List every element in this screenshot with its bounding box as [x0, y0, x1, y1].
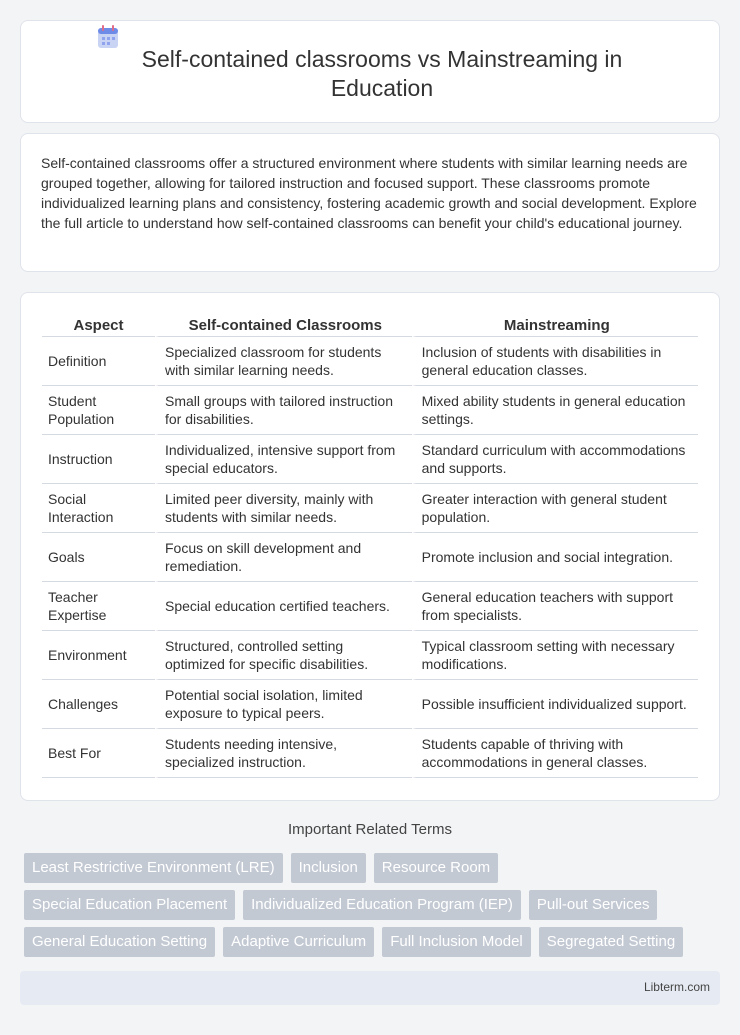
row-self-contained: Structured, controlled setting optimized for specific disabilities.	[155, 631, 412, 680]
row-aspect: Student Population	[42, 386, 155, 435]
tag-lre[interactable]: Least Restrictive Environment (LRE)	[24, 853, 283, 883]
tag-pull-out-services[interactable]: Pull-out Services	[529, 890, 658, 920]
tag-iep[interactable]: Individualized Education Program (IEP)	[243, 890, 521, 920]
tag-row	[24, 890, 720, 920]
row-aspect: Goals	[42, 533, 155, 582]
table-row	[42, 729, 698, 778]
table-row	[42, 631, 698, 680]
table-row	[42, 435, 698, 484]
tag-segregated-setting[interactable]: Segregated Setting	[539, 927, 683, 957]
tag-row	[24, 853, 720, 883]
tag-adaptive-curriculum[interactable]: Adaptive Curriculum	[223, 927, 374, 957]
column-header-aspect: Aspect	[42, 315, 155, 337]
row-aspect: Environment	[42, 631, 155, 680]
tag-inclusion[interactable]: Inclusion	[291, 853, 366, 883]
row-self-contained: Individualized, intensive support from special educators.	[155, 435, 412, 484]
table-header-row	[42, 315, 698, 337]
footer-site-link[interactable]: Libterm.com	[643, 980, 710, 994]
intro-paragraph: Self-contained classrooms offer a structured environment where students with similar learning needs are grouped together, allowing for tailored instruction and focused support. These classrooms promote individualized learning plans and consistency, fostering academic growth and social development. Explore the full article to understand how self-contained classrooms can benefit your child's educational journey.	[41, 155, 697, 231]
row-self-contained: Special education certified teachers.	[155, 582, 412, 631]
row-self-contained: Limited peer diversity, mainly with students with similar needs.	[155, 484, 412, 533]
tag-resource-room[interactable]: Resource Room	[374, 853, 498, 883]
table-row	[42, 386, 698, 435]
table-row	[42, 680, 698, 729]
column-header-mainstreaming: Mainstreaming	[412, 315, 698, 337]
row-self-contained: Specialized classroom for students with similar learning needs.	[155, 337, 412, 386]
row-self-contained: Focus on skill development and remediation.	[155, 533, 412, 582]
row-mainstreaming: Students capable of thriving with accommodations in general classes.	[412, 729, 698, 778]
row-mainstreaming: General education teachers with support from specialists.	[412, 582, 698, 631]
row-aspect: Challenges	[42, 680, 155, 729]
row-aspect: Social Interaction	[42, 484, 155, 533]
related-terms-title: Important Related Terms	[288, 821, 452, 838]
tag-row	[24, 927, 720, 957]
table-row	[42, 533, 698, 582]
row-self-contained: Small groups with tailored instruction for disabilities.	[155, 386, 412, 435]
row-mainstreaming: Inclusion of students with disabilities in general education classes.	[412, 337, 698, 386]
intro-card	[20, 133, 720, 272]
row-aspect: Definition	[42, 337, 155, 386]
row-mainstreaming: Mixed ability students in general education settings.	[412, 386, 698, 435]
row-mainstreaming: Standard curriculum with accommodations and supports.	[412, 435, 698, 484]
row-self-contained: Students needing intensive, specialized instruction.	[155, 729, 412, 778]
comparison-table	[42, 315, 698, 778]
page-title: Self-contained classrooms vs Mainstreaming in Education	[141, 46, 623, 101]
column-header-self-contained: Self-contained Classrooms	[155, 315, 412, 337]
row-mainstreaming: Greater interaction with general student population.	[412, 484, 698, 533]
table-row	[42, 484, 698, 533]
row-mainstreaming: Promote inclusion and social integration.	[412, 533, 698, 582]
table-row	[42, 582, 698, 631]
footer	[20, 971, 720, 1005]
row-mainstreaming: Typical classroom setting with necessary modifications.	[412, 631, 698, 680]
comparison-card	[20, 292, 720, 801]
tag-general-education-setting[interactable]: General Education Setting	[24, 927, 215, 957]
row-aspect: Teacher Expertise	[42, 582, 155, 631]
row-aspect: Best For	[42, 729, 155, 778]
row-self-contained: Potential social isolation, limited exposure to typical peers.	[155, 680, 412, 729]
row-mainstreaming: Possible insufficient individualized support.	[412, 680, 698, 729]
title-card	[20, 20, 720, 123]
tag-full-inclusion-model[interactable]: Full Inclusion Model	[382, 927, 531, 957]
table-row	[42, 337, 698, 386]
row-aspect: Instruction	[42, 435, 155, 484]
tag-special-education-placement[interactable]: Special Education Placement	[24, 890, 235, 920]
